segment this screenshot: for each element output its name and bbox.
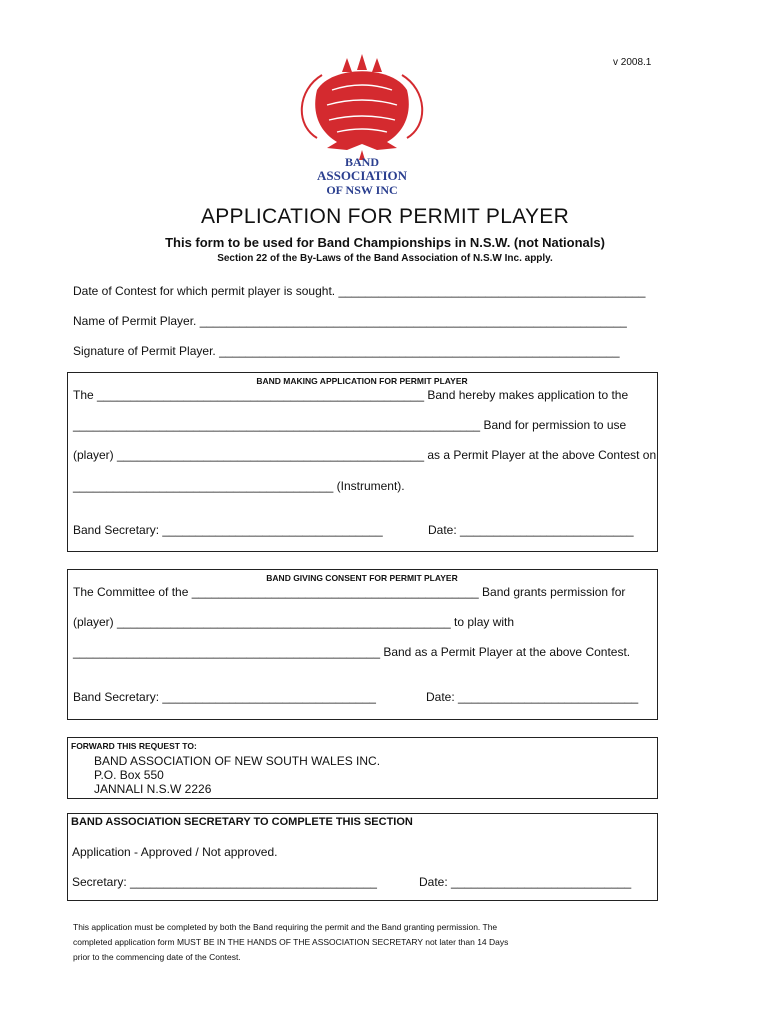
applying-band-line3[interactable]: (player) ______________________________________________ as a Permit Player at the above Contest on <box>73 448 657 462</box>
secretary-section <box>67 813 658 901</box>
applying-band-secretary-field[interactable]: Band Secretary: _________________________________ <box>73 523 383 537</box>
applying-band-section <box>67 372 658 552</box>
applying-band-line2[interactable]: _____________________________________________________________ Band for permission to use <box>73 418 627 432</box>
forward-address-section <box>67 737 658 799</box>
address-line-1: BAND ASSOCIATION OF NEW SOUTH WALES INC. <box>94 754 381 768</box>
footer-line-2: completed application form MUST BE IN THE HANDS OF THE ASSOCIATION SECRETARY not later than 14 Days <box>73 937 509 947</box>
association-secretary-field[interactable]: Secretary: _____________________________________ <box>72 875 377 889</box>
application-approval-field[interactable]: Application - Approved / Not approved. <box>72 845 278 859</box>
consenting-band-section <box>67 569 658 720</box>
applying-band-instrument[interactable]: _______________________________________ (Instrument). <box>73 479 405 493</box>
applying-band-date-field[interactable]: Date: __________________________ <box>428 523 634 537</box>
association-date-field[interactable]: Date: ___________________________ <box>419 875 632 889</box>
version-label: v 2008.1 <box>613 57 652 68</box>
consenting-band-line1[interactable]: The Committee of the ___________________________________________ Band grants permission for <box>73 585 626 599</box>
consenting-band-secretary-field[interactable]: Band Secretary: ________________________________ <box>73 690 376 704</box>
contest-date-field[interactable]: Date of Contest for which permit player is sought. ______________________________________________ <box>73 284 646 298</box>
permit-player-name-field[interactable]: Name of Permit Player. ________________________________________________________________ <box>73 314 627 328</box>
address-line-3: JANNALI N.S.W 2226 <box>94 782 212 796</box>
consenting-band-heading: BAND GIVING CONSENT FOR PERMIT PLAYER <box>266 573 458 583</box>
secretary-section-heading: BAND ASSOCIATION SECRETARY TO COMPLETE THIS SECTION <box>71 816 413 828</box>
consenting-band-line3[interactable]: ______________________________________________ Band as a Permit Player at the above Contest. <box>73 645 631 659</box>
waratah-flower-icon <box>302 54 422 160</box>
forward-heading: FORWARD THIS REQUEST TO: <box>71 741 197 751</box>
applying-band-line1[interactable]: The _________________________________________________ Band hereby makes application to the <box>73 388 629 402</box>
consenting-band-line2[interactable]: (player) __________________________________________________ to play with <box>73 615 515 629</box>
bylaws-note: Section 22 of the By-Laws of the Band Association of N.S.W Inc. apply. <box>217 253 553 264</box>
logo-text-band: BAND <box>344 155 380 169</box>
address-line-2: P.O. Box 550 <box>94 768 164 782</box>
permit-player-signature-field[interactable]: Signature of Permit Player. ____________________________________________________________ <box>73 344 620 358</box>
applying-band-heading: BAND MAKING APPLICATION FOR PERMIT PLAYER <box>256 376 468 386</box>
footer-line-3: prior to the commencing date of the Contest. <box>73 952 241 962</box>
footer-line-1: This application must be completed by both the Band requiring the permit and the Band granting permission. The <box>73 922 498 932</box>
logo-text-association: ASSOCIATION <box>316 168 408 183</box>
page-title: APPLICATION FOR PERMIT PLAYER <box>200 205 570 228</box>
consenting-band-date-field[interactable]: Date: ___________________________ <box>426 690 639 704</box>
form-subtitle: This form to be used for Band Championships in N.S.W. (not Nationals) <box>165 235 605 250</box>
band-association-logo <box>287 50 437 198</box>
footer-note <box>73 920 508 965</box>
logo-text-nsw: OF NSW INC <box>326 183 398 197</box>
